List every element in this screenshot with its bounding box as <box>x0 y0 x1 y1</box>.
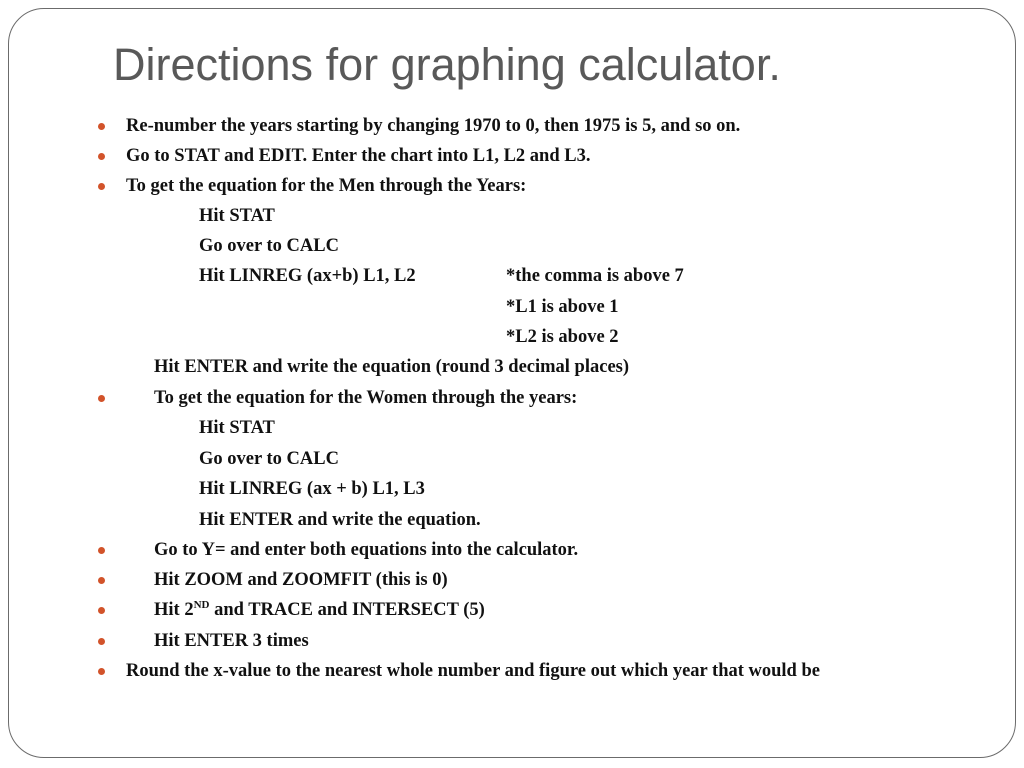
bullet-dot <box>98 395 105 402</box>
bullet-dot <box>98 668 105 675</box>
instruction-trace-superscript: ND <box>193 599 210 611</box>
instruction-trace-text-after: and TRACE and INTERSECT (5) <box>209 600 485 620</box>
instruction-round-x-value: Round the x-value to the nearest whole number and figure out which year that would be <box>126 661 820 681</box>
instruction-trace-intersect <box>154 599 485 621</box>
instruction-y-equals: Go to Y= and enter both equations into the calculator. <box>154 540 579 560</box>
step-linreg-l1-l3: Hit LINREG (ax + b) L1, L3 <box>199 479 425 499</box>
step-go-calc-women: Go over to CALC <box>199 449 339 469</box>
bullet-dot <box>98 638 105 645</box>
bullet-dot <box>98 183 105 190</box>
instruction-enter-3-times: Hit ENTER 3 times <box>154 631 309 651</box>
step-enter-write-women: Hit ENTER and write the equation. <box>199 510 481 530</box>
step-go-calc: Go over to CALC <box>199 236 339 256</box>
instruction-renumber-years: Re-number the years starting by changing 1970 to 0, then 1975 is 5, and so on. <box>126 116 741 136</box>
instruction-trace-text-before: Hit 2 <box>154 600 194 620</box>
bullet-dot <box>98 123 105 130</box>
bullet-dot <box>98 153 105 160</box>
note-l1: *L1 is above 1 <box>506 297 619 317</box>
step-hit-stat: Hit STAT <box>199 206 275 226</box>
instruction-men-equation: To get the equation for the Men through the Years: <box>126 176 527 196</box>
note-comma: *the comma is above 7 <box>506 266 684 286</box>
instruction-zoomfit: Hit ZOOM and ZOOMFIT (this is 0) <box>154 570 448 590</box>
bullet-dot <box>98 577 105 584</box>
step-enter-write-men: Hit ENTER and write the equation (round 3 decimal places) <box>154 357 630 377</box>
note-l2: *L2 is above 2 <box>506 327 619 347</box>
bullet-dot <box>98 547 105 554</box>
instruction-women-equation: To get the equation for the Women through the years: <box>154 388 578 408</box>
step-linreg-l1-l2: Hit LINREG (ax+b) L1, L2 <box>199 266 416 286</box>
instruction-stat-edit: Go to STAT and EDIT. Enter the chart into L1, L2 and L3. <box>126 146 591 166</box>
step-hit-stat-women: Hit STAT <box>199 418 275 438</box>
bullet-dot <box>98 607 105 614</box>
slide-title: Directions for graphing calculator. <box>113 39 781 90</box>
